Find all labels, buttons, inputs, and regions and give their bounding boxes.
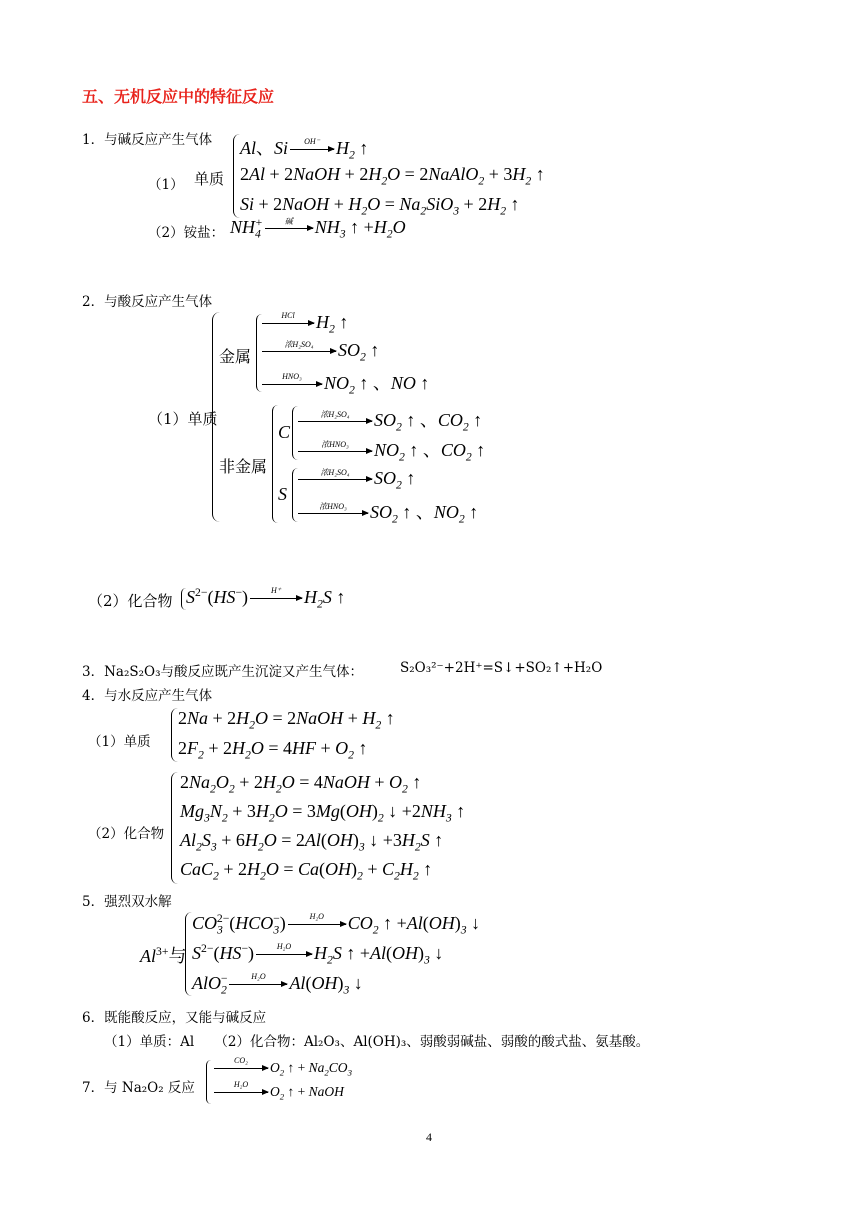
s1-label-1: （1） [148, 177, 184, 193]
s1-eq-3: Si + 2NaOH + $H_2O = Na_2SiO_3 + 2H_2$ ↑ [240, 194, 520, 218]
s1-eq-2: 2Al + 2NaOH + $2H_2O$ = 2NaAlO$_2$ + $3H_2$ ↑ [240, 164, 545, 188]
s5-eq-1: $CO_3^{2-}(HCO_3^-)$ H₂O $CO_2$ ↑ $+Al(OH)_3$ ↓ [192, 912, 481, 937]
s4-brace-2 [171, 772, 178, 884]
s5-heading: 5．强烈双水解 [82, 894, 172, 910]
s3-equation: S₂O₃²⁻+2H⁺=S↓+SO₂↑+H₂O [400, 660, 603, 676]
s4-heading: 4．与水反应产生气体 [82, 688, 213, 704]
page-number: 4 [426, 1130, 432, 1144]
s5-eq-2: $S^{2-}(HS^-)$ H₂O $H_2S$ ↑ $+Al(OH)_3$ ↓ [192, 942, 444, 967]
s7-brace [206, 1060, 211, 1104]
s4-eq-6: $CaC_2 + 2H_2O = Ca(OH)_2 + C_2H_2$ ↑ [180, 859, 433, 883]
s2-eq-compound: $S^{2-}(HS^-)$ H⁺ $H_2S$ ↑ [186, 586, 346, 611]
s2-label-2: （2）化合物 [88, 592, 173, 610]
section-title: 五、无机反应中的特征反应 [82, 87, 275, 106]
s7-eq-1: CO₂ $O_2$ ↑ + $Na_2CO_3$ [212, 1060, 352, 1078]
s2-eq-c-h2so4: 浓H₂SO₄ $SO_2$ ↑ 、$CO_2$ ↑ [296, 406, 482, 434]
s1-eq-1: Al、Si OH⁻ $H_2$ ↑ [240, 137, 369, 162]
s1-heading: 1．与碱反应产生气体 [82, 132, 213, 148]
s7-eq-2: H₂O $O_2$ ↑ + NaOH [212, 1084, 344, 1102]
s5-eq-3: AlO$_2$− H₂O $Al(OH)_3$ ↓ [192, 972, 363, 997]
s2-eq-hcl: HCl $H_2$ ↑ [260, 312, 348, 336]
s4-brace-1 [171, 708, 178, 762]
s4-label-2: （2）化合物 [88, 826, 165, 842]
s1-eq-4: $NH_4^+$ 碱 $NH_3$ ↑ $+H_2O$ [230, 216, 406, 241]
s2-eq-s-h2so4: 浓H₂SO₄ $SO_2$ ↑ [296, 468, 415, 492]
s1-danzhi: 单质 [194, 170, 225, 188]
s7-heading: 7．与 Na₂O₂ 反应 [82, 1080, 195, 1096]
s2-eq-h2so4: 浓H₂SO₄ $SO_2$ ↑ [260, 340, 379, 364]
s2-s: S [278, 484, 287, 504]
s2-label-1: （1）单质 [148, 410, 218, 428]
s2-eq-hno3: HNO₃ $NO_2$ ↑ 、NO ↑ [260, 369, 429, 397]
s2-eq-s-hno3: 浓HNO₃ $SO_2$ ↑ 、$NO_2$ ↑ [296, 498, 478, 526]
s2-c: C [278, 422, 291, 442]
s5-al: $Al^{3+}$与 [140, 945, 187, 966]
s2-eq-c-hno3: 浓HNO₃ $NO_2$ ↑ 、$CO_2$ ↑ [296, 436, 485, 464]
s4-label-1: （1）单质 [88, 734, 151, 750]
s1-label-2: （2）铵盐： [148, 225, 225, 241]
s6-heading: 6．既能酸反应，又能与碱反应 [82, 1010, 267, 1026]
s4-eq-2: $2F_2 + 2H_2O = 4HF + O_2$ ↑ [178, 738, 368, 762]
s2-heading: 2．与酸反应产生气体 [82, 294, 213, 310]
s2-metal: 金属 [219, 347, 252, 366]
s5-brace [185, 912, 192, 996]
s4-eq-4: $Mg_3N_2 + 3H_2O = 3Mg(OH)_2$ ↓ $+2NH_3$ ↑ [180, 801, 466, 825]
s1-brace [233, 134, 240, 218]
s3-heading: 3．Na₂S₂O₃与酸反应既产生沉淀又产生气体： [82, 664, 364, 680]
s4-eq-5: $Al_2S_3 + 6H_2O = 2Al(OH)_3$ ↓ $+3H_2S$ ↑ [180, 830, 444, 854]
s6-line: （1）单质：Al （2）化合物：Al₂O₃、Al(OH)₃、弱酸弱碱盐、弱酸的酸式盐、氨基酸。 [104, 1034, 650, 1050]
s4-eq-1: $2Na + 2H_2O$ = 2NaOH + $H_2$ ↑ [178, 708, 395, 732]
s2-nonmetal: 非金属 [219, 457, 268, 476]
s4-eq-3: $2Na_2O_2 + 2H_2O$ = 4NaOH + $O_2$ ↑ [180, 772, 422, 796]
